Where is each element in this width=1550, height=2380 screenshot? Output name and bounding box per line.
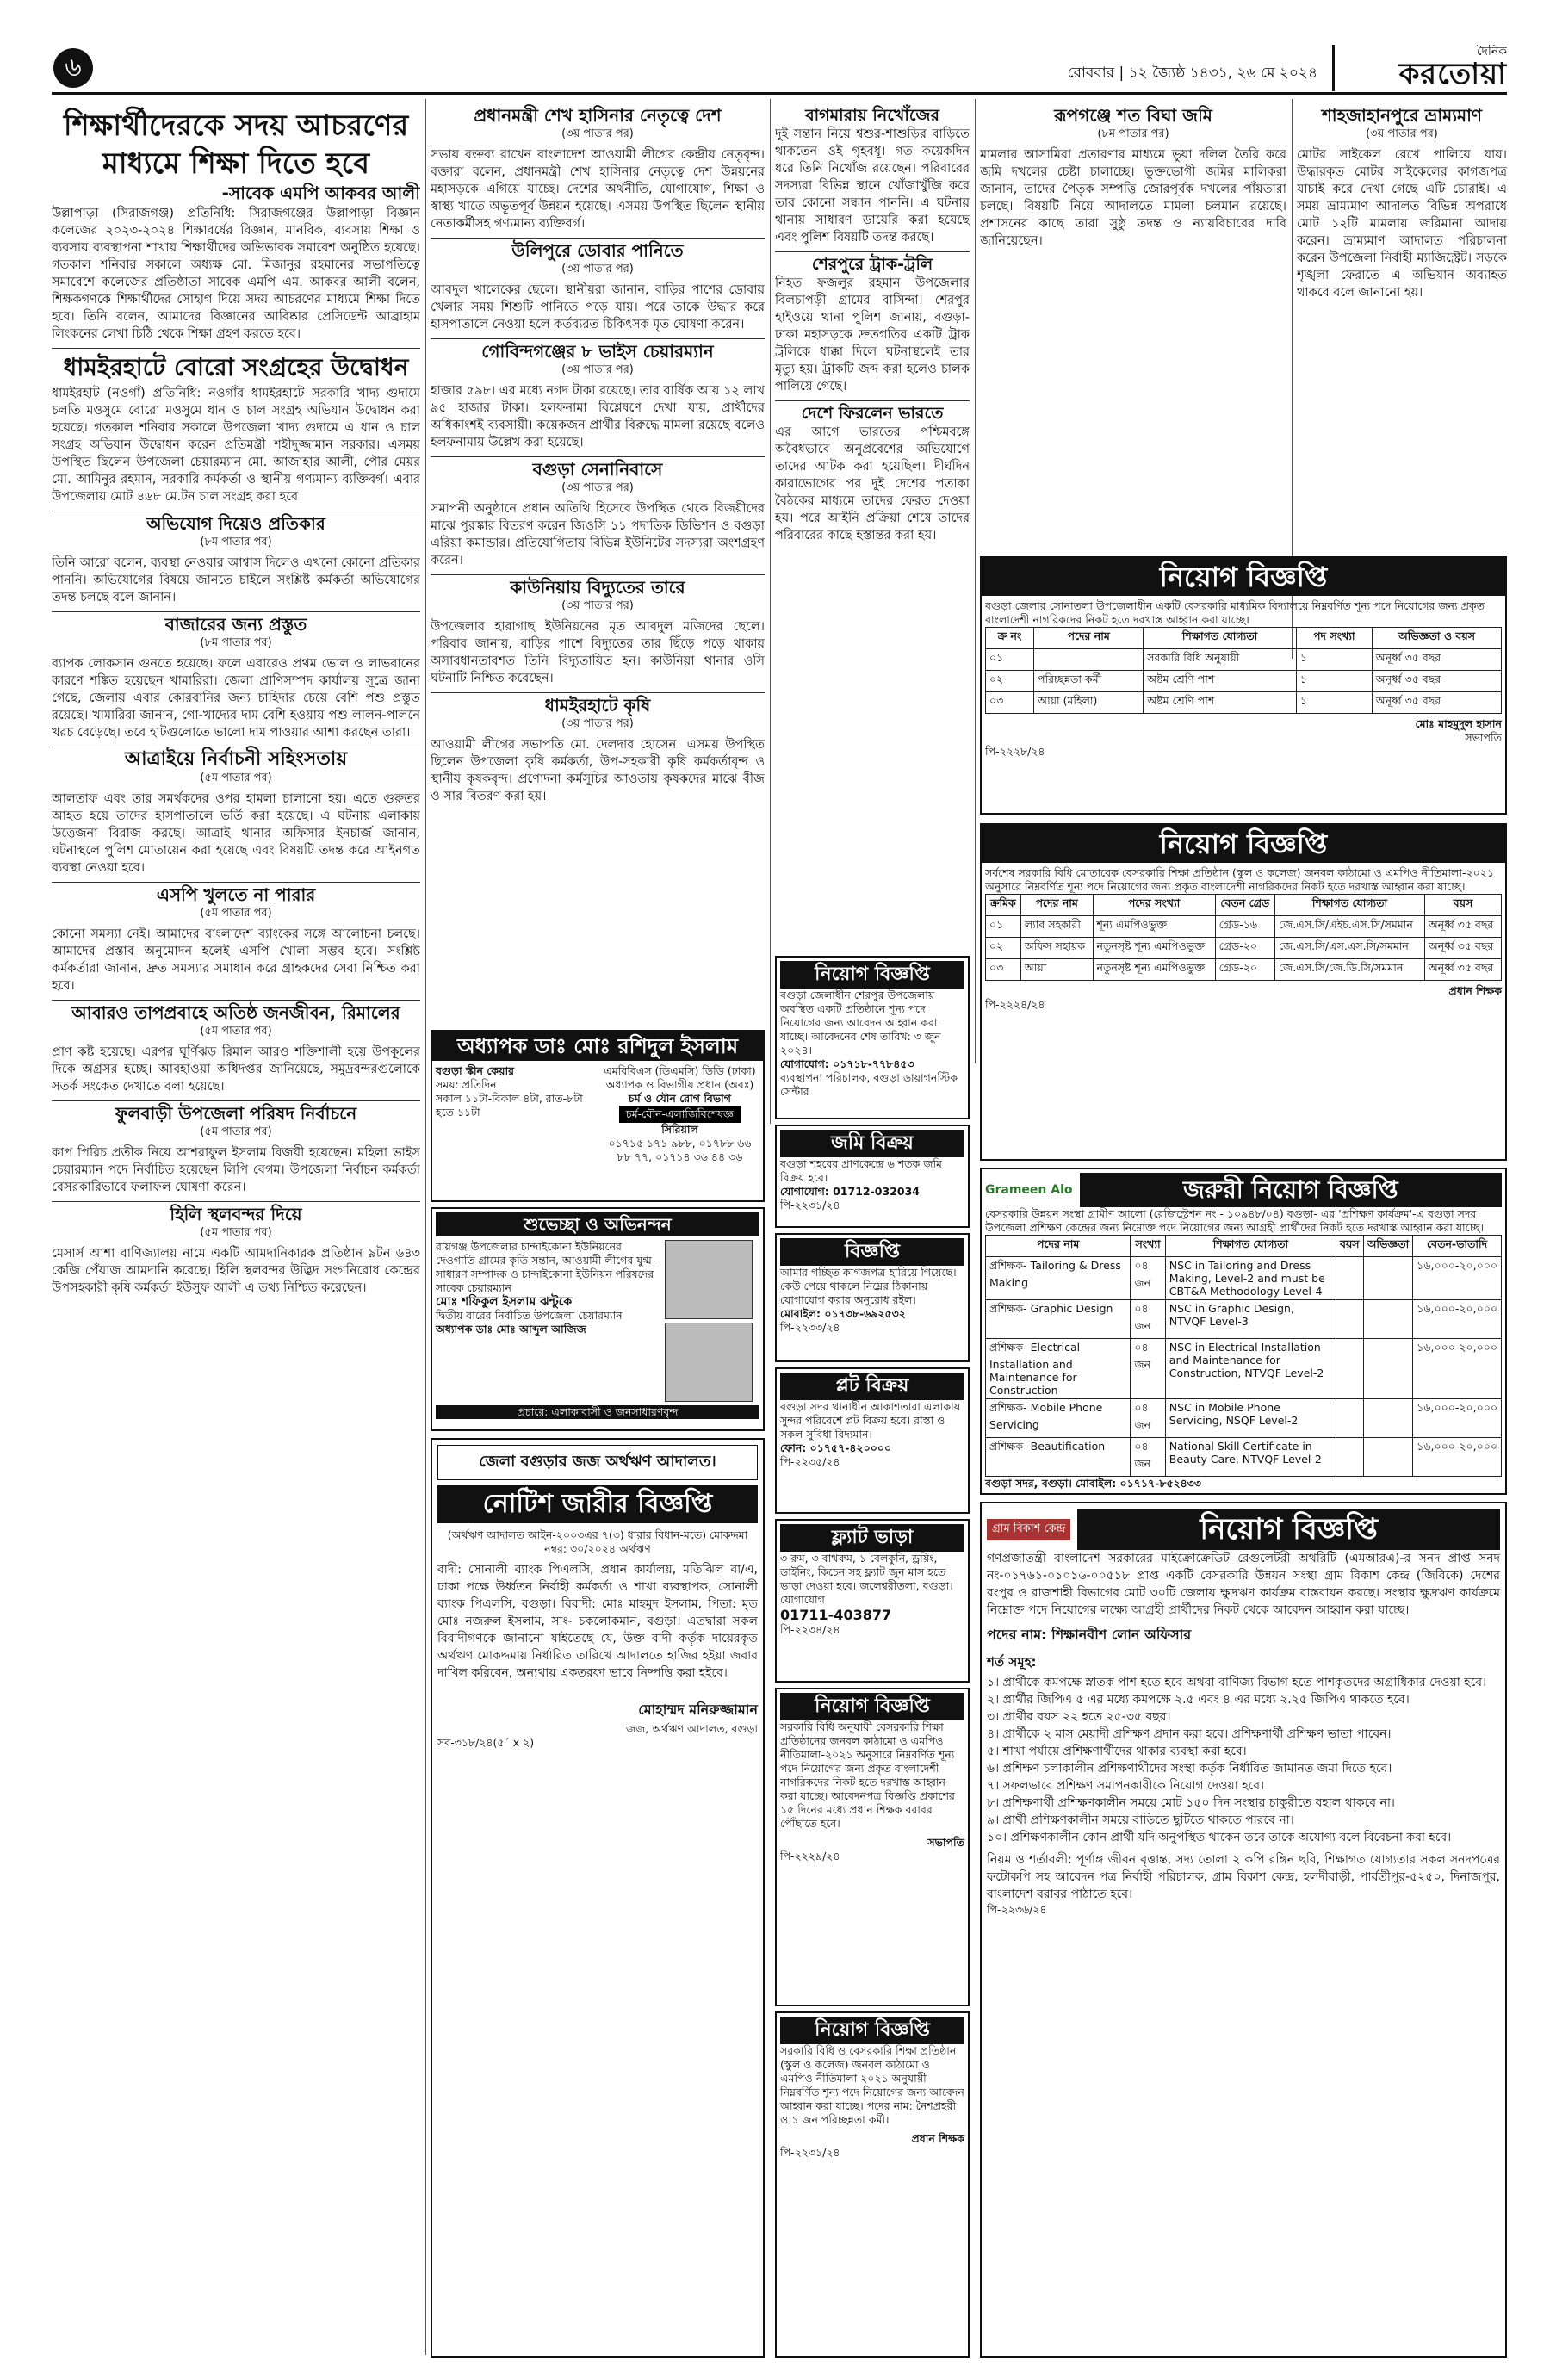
ad-title: বিজ্ঞপ্তি: [780, 1238, 964, 1266]
table-cell: NSC in Graphic Design, NTVQF Level-3: [1165, 1300, 1336, 1339]
table-row: [986, 1399, 1502, 1438]
ad-body: আমার গচ্ছিত কাগজপত্র হারিয়ে গিয়েছে। কেউ পেয়ে থাকলে নিম্নের ঠিকানায় যোগাযোগ করার অনুরোধ রইল।: [780, 1266, 957, 1306]
classified-ad: [775, 1367, 970, 1514]
ad-signature: প্রধান শিক্ষক: [911, 2132, 964, 2145]
doctor-chamber-block: [436, 1064, 595, 1164]
continuation-note: (৮ম পাতার পর): [200, 536, 272, 549]
ad-body: সরকারি বিধি অনুযায়ী বেসরকারি শিক্ষা প্রতিষ্ঠানের জনবল কাঠামো ও এমপিও নীতিমালা-২০২১ অনুসারে নিম্নবর্ণিত শূন্য পদে নিয়োগের জন্য প্রকৃত বাংলাদেশী নাগরিকদের নিকট হতে দরখাস্ত আহ্বান করা যাচ্ছে। আবেদনপত্র বিজ্ঞপ্তি প্রকাশের ১৫ দিনের মধ্যে প্রধান শিক্ষক বরাবর পৌঁছাতে হবে।: [780, 1720, 955, 1830]
ad-title: জমি বিক্রয়: [780, 1130, 964, 1157]
table-row: [986, 671, 1502, 692]
article-body: দুই সন্তান নিয়ে শ্বশুর-শাশুড়ির বাড়িতে থাকতেন ওই গৃহবধূ। গত কয়েকদিন ধরে তিনি নিখোঁজ রয়েছেন। পরিবারের সদস্যরা বিভিন্ন স্থানে খোঁজাখুঁজি করে তার কোনো সন্ধান পাননি। এ ঘটনায় থানায় সাধারণ ডায়েরি করা হয়েছে এবং পুলিশ বিষয়টি তদন্ত করছে।: [775, 127, 970, 245]
table-cell: ০৪ জন: [1131, 1438, 1165, 1477]
table-cell: জে.এস.সি/এইচ.এস.সি/সমমান: [1275, 916, 1425, 938]
condition-item: ৫। শাখা পর্যায়ে প্রশিক্ষণার্থীদের থাকার ব্যবস্থা করা হবে।: [987, 1745, 1247, 1758]
table-cell: ১: [1296, 649, 1372, 671]
ad-ref: পি-২২২৯/২৪: [780, 1850, 840, 1862]
ad-title: প্লট বিক্রয়: [780, 1373, 964, 1400]
headline: ফুলবাড়ী উপজেলা পরিষদ নির্বাচনে: [52, 1100, 420, 1122]
condition-item: ২। প্রার্থীর জিপিএ ৫ এর মধ্যে কমপক্ষে ২.৫ এবং ৪ এর মধ্যে ২.২৫ জিপিএ থাকতে হবে।: [987, 1693, 1410, 1707]
article-body: ধামইরহাট (নওগাঁ) প্রতিনিধি: নওগাঁর ধামইরহাটে সরকারি খাদ্য গুদামে চলতি মওসুমে বোরো মওসুমে ধান ও চাল সংগ্রহ অভিযান উদ্বোধন করা হয়েছে। গতকাল শনিবার সকালে উপজেলা খাদ্য গুদামে এ ধান ও চাল সংগ্রহ অভিযান উদ্বোধন করেন প্রতিমন্ত্রী শহীদুজ্জামান সরকার। এসময় উপস্থিত ছিলেন উপজেলা চেয়ারম্যান মো. আজাহার আলী, পৌর মেয়র মো. আমিনুর রহমান, সরকারি কর্মকর্তা ও স্থানীয় গণ্যমান্য ব্যক্তিবর্গ। এবার উপজেলায় মোট ৪৬৮ মে.টন চাল সংগ্রহ করা হবে।: [52, 387, 420, 504]
article-body: তিনি আরো বলেন, ব্যবস্থা নেওয়ার আশ্বাস দিলেও এখনো কোনো প্রতিকার পাননি। অভিযোগের বিষয়ে জানতে চাইলে সংশ্লিষ্ট কর্মকর্তা অভিযোগের তদন্ত চলছে বলে জানান।: [52, 556, 420, 604]
table-cell: [1363, 1339, 1413, 1399]
table-cell: ল্যাব সহকারী: [1020, 916, 1093, 938]
table-cell: অনূর্ধ্ব ৩৫ বছর: [1372, 671, 1501, 692]
continuation-note: (৫ম পাতার পর): [200, 1226, 272, 1239]
ad-contact: মোবাইল: ০১৭৩৮-৬৯২৫৩২: [780, 1307, 906, 1320]
table-header: পদ সংখ্যা: [1296, 628, 1372, 649]
table-row: [986, 938, 1502, 959]
ad-title: নিয়োগ বিজ্ঞপ্তি: [780, 1693, 964, 1720]
ad-signature-role: সভাপতি: [1465, 731, 1502, 744]
table-cell: গ্রেড-২০: [1215, 959, 1274, 981]
table-header: বেতন-ভাতাদি: [1413, 1236, 1502, 1257]
condition-item: ৮। প্রশিক্ষণার্থী প্রশিক্ষণকালীন সময়ে মোট ১৫০ দিন সংস্থার চাকুরীতে বহাল থাকবে না।: [987, 1796, 1395, 1810]
table-cell: ০৪ জন: [1131, 1339, 1165, 1399]
article-body: সভায় বক্তব্য রাখেন বাংলাদেশ আওয়ামী লীগের কেন্দ্রীয় নেতৃবৃন্দ। বক্তারা বলেন, প্রধানমন্ত্রী শেখ হাসিনার নেতৃত্বে দেশ উন্নয়নের মহাসড়কে এগিয়ে যাচ্ছে। দেশের অর্থনীতি, যোগাযোগ, শিক্ষা ও স্বাস্থ্য খাতে অভূতপূর্ব উন্নয়ন হয়েছে। এসময় উপস্থিত ছিলেন স্থানীয় নেতাকর্মীসহ গণ্যমান্য ব্যক্তিবর্গ।: [431, 148, 765, 231]
table-cell: ০৪ জন: [1131, 1300, 1165, 1339]
table-cell: প্রশিক্ষক- Graphic Design: [986, 1300, 1131, 1339]
table-header: বয়স: [1336, 1236, 1363, 1257]
continuation-note: (৫ম পাতার পর): [200, 772, 272, 784]
table-row: [986, 649, 1502, 671]
doctor-specialty: চর্ম ও যৌন রোগ বিভাগ: [628, 1092, 732, 1105]
headline: শেরপুরে ট্রাক-ট্রলি: [775, 251, 970, 273]
chamber-name: বগুড়া স্কীন কেয়ার: [436, 1064, 515, 1077]
ad-signature: মোঃ মাহমুদুল হাসান: [1415, 717, 1502, 730]
continuation-note: (৩য় পাতার পর): [561, 599, 634, 612]
ad-contact: 01711-403877: [780, 1607, 892, 1623]
condition-item: ৭। সফলভাবে প্রশিক্ষণ সমাপনকারীকে নিয়োগ দেওয়া হবে।: [987, 1779, 1264, 1793]
lead-byline: -সাবেক এমপি আকবর আলী: [221, 183, 420, 203]
table-row: [986, 1438, 1502, 1477]
table-cell: আয়া (মহিলা): [1034, 692, 1144, 714]
table-cell: [1336, 1399, 1363, 1438]
ad-intro: গণপ্রজাতন্ত্রী বাংলাদেশ সরকারের মাইক্রোক্রেডিট রেগুলেটরী অথরিটি (এমআরএ)-র সনদ প্রাপ্ত সনদ নং-০১৭৬১-০১০১৬-০০৫১৮ প্রাপ্ত একটি বেসরকারি উন্নয়ন সংস্থা গ্রাম বিকাশ কেন্দ্র (জিবিকে) দেশের রংপুর ও রাজশাহী বিভাগের মোট ৩০টি জেলায় ক্ষুদ্রঋণ কার্যক্রম বাস্তবায়ন করছে। সংস্থার ক্ষুদ্রঋণ কার্যক্রমে নিম্নোক্ত পদে নিয়োগের লক্ষ্যে আগ্রহী প্রার্থীদের নিকট থেকে আবেদন আহ্বান করা যাচ্ছে।: [987, 1552, 1500, 1617]
doctor-degrees: এমবিবিএস (ডিএমসি) ডিডি (ঢাকা): [604, 1064, 756, 1077]
headline: বাগমারায় নিখোঁজের: [805, 106, 939, 125]
condition-item: ১০। প্রশিক্ষণকালীন কোন প্রার্থী যদি অনুপস্থিত থাকেন তবে তাকে অযোগ্য বলে বিবেচনা করা হবে।: [987, 1831, 1452, 1844]
table-cell: ১৬,০০০-২০,০০০: [1413, 1339, 1502, 1399]
org-logo: গ্রাম বিকাশ কেন্দ্র: [987, 1519, 1070, 1540]
article-body: এর আগে ভারতের পশ্চিমবঙ্গে অবৈধভাবে অনুপ্রবেশের অভিযোগে তাদের আটক করা হয়েছিল। দীর্ঘদিন কারাভোগের পর দুই দেশের পতাকা বৈঠকের মাধ্যমে তাদের ফেরত দেওয়া হয়। পরে আইনি প্রক্রিয়া শেষে তাদের পরিবারের কাছে হস্তান্তর করা হয়।: [775, 425, 970, 542]
lead-headline: শিক্ষার্থীদেরকে সদয় আচরণের মাধ্যমে শিক্ষা দিতে হবে: [63, 108, 409, 181]
doctor-name: অধ্যাপক ডাঃ মোঃ রশিদুল ইসলাম: [432, 1032, 763, 1061]
table-header: শিক্ষাগত যোগ্যতা: [1165, 1236, 1336, 1257]
serial-label: সিরিয়াল: [661, 1123, 698, 1136]
lead-body: উল্লাপাড়া (সিরাজগঞ্জ) প্রতিনিধি: সিরাজগঞ্জের উল্লাপাড়া বিজ্ঞান কলেজের ২০২৩-২০২৪ শিক্ষাবর্ষের বিজ্ঞান, মানবিক, ব্যবসায় শিক্ষা ও ব্যবসায় ব্যবস্থাপনা শাখায় শিক্ষার্থীদের অভিভাবক সমাবেশ অনুষ্ঠিত হয়েছে। গতকাল শনিবার সকালে অধ্যক্ষ মো. মিজানুর রহমানের সভাপতিত্বে সমাবেশে কলেজের প্রতিষ্ঠাতা সাবেক এমপি এম. আকবর আলী বলেন, শিক্ষকগণকে শিক্ষার্থীদের সোহাগ দিয়ে সদয় আচরণের মাধ্যমে শিক্ষা দিতে হবে। তিনি বলেন, আমাদের বিজ্ঞানের আবিষ্কার প্রেসিডেন্ট আব্রাহাম লিংকনের লেখা চিঠি থেকে শিক্ষা গ্রহণ করতে হবে।: [52, 207, 420, 341]
ad-conditions-title: শর্ত সমূহ:: [987, 1654, 1037, 1670]
table-cell: ১: [1296, 692, 1372, 714]
table-cell: আয়া: [1020, 959, 1093, 981]
greeting-from: অধ্যাপক ডাঃ মোঃ আব্দুল আজিজ: [436, 1323, 586, 1336]
column-1: [52, 102, 420, 2358]
table-cell: ০৩: [986, 959, 1021, 981]
job-ad: [980, 556, 1507, 815]
table-cell: ০২: [986, 671, 1034, 692]
table-cell: [1336, 1300, 1363, 1339]
table-cell: অফিস সহায়ক: [1020, 938, 1093, 959]
ad-footer: নিয়ম ও শর্তাবলী: পূর্ণাঙ্গ জীবন বৃত্তান্ত, সদ্য তোলা ২ কপি রঙ্গিন ছবি, শিক্ষাগত যোগ্যতার সকল সনদপত্রের ফটোকপি সহ আবেদন পত্র নির্বাহী পরিচালক, গ্রাম বিকাশ কেন্দ্র, হলদীবাড়ী, পার্বতীপুর-৫২৫০, দিনাজপুর, বাংলাদেশ বরাবর পাঠাতে হবে।: [987, 1853, 1500, 1901]
table-header: পদের নাম: [1020, 895, 1093, 916]
notice-title: নোটিশ জারীর বিজ্ঞপ্তি: [437, 1485, 758, 1523]
ad-footer: ব্যবস্থাপনা পরিচালক, বগুড়া ডায়াগনস্টিক সেন্টার: [780, 1071, 958, 1098]
headline: শাহজাহানপুরে ভ্রাম্যমাণ: [1321, 105, 1483, 126]
table-header: শিক্ষাগত যোগ্যতা: [1275, 895, 1425, 916]
judge-role: জজ, অর্থঋণ আদালত, বগুড়া: [625, 1722, 758, 1735]
ad-footer: বগুড়া সদর, বগুড়া। মোবাইল: ০১৭১৭-৮৫২৪৩৩: [985, 1477, 1202, 1490]
table-row: [986, 1339, 1502, 1399]
ad-title: ফ্ল্যাট ভাড়া: [780, 1524, 964, 1552]
ad-ref: পি-২২৩১/২৪: [780, 1199, 840, 1212]
table-cell: প্রশিক্ষক- Mobile Phone Servicing: [986, 1399, 1131, 1438]
table-cell: ০৩: [986, 692, 1034, 714]
article-body: মেসার্স আশা বাণিজ্যালয় নামে একটি আমদানিকারক প্রতিষ্ঠান ৯টন ৬৪৩ কেজি পেঁয়াজ আমদানি করেছে। হিলি স্থলবন্দর উদ্ভিদ সংগনিরোধ কেন্দ্রের উপসহকারী কৃষি কর্মকর্তা ইউসুফ আলী এ তথ্য নিশ্চিত করেছেন।: [52, 1247, 420, 1295]
table-row: [986, 1300, 1502, 1339]
ad-ref: পি-২২৩৫/২৪: [780, 1455, 840, 1468]
table-row: [986, 1257, 1502, 1300]
headline: ধামইরহাটে কৃষি: [431, 692, 765, 714]
headline: এসপি খুলতে না পারার: [52, 882, 420, 903]
continuation-note: (৫ম পাতার পর): [200, 1125, 272, 1138]
table-cell: ১৬,০০০-২০,০০০: [1413, 1257, 1502, 1300]
headline: গোবিন্দগঞ্জের ৮ ভাইস চেয়ারম্যান: [431, 338, 765, 360]
table-cell: ১৬,০০০-২০,০০০: [1413, 1300, 1502, 1339]
column-rule: [770, 99, 771, 1124]
table-cell: [1034, 649, 1144, 671]
ad-intro: সর্বশেষ সরকারি বিধি মোতাবেক বেসরকারি শিক্ষা প্রতিষ্ঠান (স্কুল ও কলেজ) জনবল কাঠামো ও এমপিও নীতিমালা-২০২১ অনুসারে নিম্নবর্ণিত শূন্য পদে নিয়োগের জন্য প্রকৃত বাংলাদেশী নাগরিকদের নিকট হতে দরখাস্ত আহ্বান করা যাচ্ছে।: [985, 866, 1494, 893]
notice-case: (অর্থঋণ আদালত আইন-২০০৩এর ৭(৩) ধারার বিধান-মতে) মোকদ্দমা নম্বর: ৩০/২০২৪ অর্থঋণ: [447, 1528, 748, 1555]
ad-contact: যোগাযোগ: ০১৭১৮-৭৭৮৪৫৩: [780, 1057, 914, 1070]
newspaper-logo: [1332, 45, 1507, 91]
table-cell: নতুনসৃষ্ট শূন্য এমপিওভুক্ত: [1093, 938, 1215, 959]
table-header: পদের নাম: [986, 1236, 1131, 1257]
headline: বগুড়া সেনানিবাসে: [431, 456, 765, 478]
continuation-note: (৩য় পাতার পর): [561, 481, 634, 494]
headline: হিলি স্থলবন্দর দিয়ে: [52, 1201, 420, 1223]
job-ad: [980, 1168, 1507, 1495]
table-cell: [1336, 1257, 1363, 1300]
masthead: [52, 45, 1507, 95]
table-cell: অনূর্ধ্ব ৩৫ বছর: [1372, 649, 1501, 671]
table-cell: প্রশিক্ষক- Beautification: [986, 1438, 1131, 1477]
greeting-name: মোঃ শফিকুল ইসলাম ঝন্টুকে: [436, 1295, 573, 1309]
article-body: সমাপনী অনুষ্ঠানে প্রধান অতিথি হিসেবে উপস্থিত থেকে বিজয়ীদের মাঝে পুরস্কার বিতরণ করেন জিওসি ১১ পদাতিক ডিভিশন ও বগুড়া এরিয়া কমান্ডার। প্রতিযোগিতায় বিভিন্ন ইউনিটের সদস্যরা অংশগ্রহণ করেন।: [431, 502, 765, 567]
table-header: সংখ্যা: [1131, 1236, 1165, 1257]
table-header: বয়স: [1424, 895, 1501, 916]
ad-body: বগুড়া সদর থানাধীন আকাশতারা এলাকায় সুন্দর পরিবেশে প্লট বিক্রয় হবে। রাস্তা ও সকল সুবিধা বিদ্যমান।: [780, 1400, 961, 1441]
table-row: [986, 692, 1502, 714]
classified-ad: [775, 956, 970, 1119]
ad-table: [985, 1235, 1502, 1477]
column-2: [431, 102, 765, 1126]
doctor-designation: অধ্যাপক ও বিভাগীয় প্রধান (অবঃ): [605, 1078, 754, 1091]
ad-signature: প্রধান শিক্ষক: [1448, 984, 1502, 997]
ad-title: জরুরী নিয়োগ বিজ্ঞপ্তি: [1080, 1173, 1502, 1207]
job-ad: [980, 1502, 1507, 2358]
ad-conditions: [987, 1674, 1500, 1846]
ad-body: সরকারি বিধি ও বেসরকারি শিক্ষা প্রতিষ্ঠান (স্কুল ও কলেজ) জনবল কাঠামো ও এমপিও নীতিমালা ২০২১ অনুযায়ী নিম্নবর্ণিত শূন্য পদে নিয়োগের জন্য আবেদন আহ্বান করা যাচ্ছে। পদের নাম: নৈশপ্রহরী ও ১ জন পরিচ্ছন্নতা কর্মী।: [780, 2044, 964, 2126]
ad-title: নিয়োগ বিজ্ঞপ্তি: [982, 825, 1505, 863]
table-header: ক্রমিক: [986, 895, 1021, 916]
table-cell: জে.এস.সি/জে.ডি.সি/সমমান: [1275, 959, 1425, 981]
table-cell: [1363, 1257, 1413, 1300]
time-label: সময়: প্রতিদিন: [436, 1078, 497, 1091]
ad-intro: বেসরকারি উন্নয়ন সংস্থা গ্রামীণ আলো (রেজিস্ট্রেশন নং - ১০৯৪৮/০৪) বগুড়া- এর 'প্রশিক্ষণ কার্যক্রম'-এ বগুড়া সদর উপজেলা প্রশিক্ষণ কেন্দ্রের জন্য নিম্নোক্ত পদে নিয়োগের জন্য আগ্রহী প্রার্থীদের নিকট হতে দরখাস্ত আহ্বান করা যাচ্ছে।: [985, 1207, 1485, 1234]
table-cell: NSC in Mobile Phone Servicing, NSQF Level-2: [1165, 1399, 1336, 1438]
table-cell: প্রশিক্ষক- Tailoring & Dress Making: [986, 1257, 1131, 1300]
classified-ad: [775, 1688, 970, 2006]
table-header: পদের সংখ্যা: [1093, 895, 1215, 916]
table-cell: ০১: [986, 916, 1021, 938]
brand-name: করতোয়া: [1398, 57, 1507, 91]
table-cell: NSC in Tailoring and Dress Making, Level-2 and must be CBT&A Methodology Level-4: [1165, 1257, 1336, 1300]
court-name: জেলা বগুড়ার জজ অর্থঋণ আদালত।: [437, 1445, 758, 1480]
doctor-ad: [431, 1030, 765, 1202]
classified-ad: [775, 1233, 970, 1362]
headline: কাউনিয়ায় বিদ্যুতের তারে: [431, 574, 765, 596]
article-body: উপজেলার হারাগাছ ইউনিয়নের মৃত আবদুল মজিদের ছেলে। পরিবার জানায়, বাড়ির পাশে বিদ্যুতের তার ছিঁড়ে পড়ে থাকায় অসাবধানতাবশত তিনি বিদ্যুতায়িত হন। কাউনিয়া থানার ওসি ঘটনাটি নিশ্চিত করেছেন।: [431, 620, 765, 685]
continuation-note: (৩য় পাতার পর): [561, 127, 634, 140]
ad-contact-label: যোগাযোগ: [780, 1593, 825, 1606]
classified-ad: [775, 1519, 970, 1683]
table-cell: ০১: [986, 649, 1034, 671]
continuation-note: (৩য় পাতার পর): [561, 263, 634, 276]
headline: প্রধানমন্ত্রী শেখ হাসিনার নেতৃত্বে দেশ: [474, 105, 722, 126]
ad-contact: যোগাযোগ: 01712-032034: [780, 1185, 920, 1198]
table-cell: জে.এস.সি/এস.এস.সি/সমমান: [1275, 938, 1425, 959]
continuation-note: (৮ম পাতার পর): [1097, 127, 1169, 140]
ad-ref: পি-২২২৪/২৪: [985, 998, 1045, 1011]
ad-ref: পি-২২৩৩/২৪: [780, 1321, 840, 1334]
ad-post: পদের নাম: শিক্ষানবীশ লোন অফিসার: [987, 1627, 1192, 1643]
specialist-badge: চর্ম-যৌন-এলার্জিবিশেষজ্ঞ: [619, 1106, 741, 1123]
table-cell: গ্রেড-১৬: [1215, 916, 1274, 938]
table-cell: ০২: [986, 938, 1021, 959]
ad-intro: বগুড়া জেলার সোনাতলা উপজেলাধীন একটি বেসরকারি মাধ্যমিক বিদ্যালয়ে নিম্নবর্ণিত শূন্য পদে নিয়োগের জন্য প্রকৃত বাংলাদেশী নাগরিকদের নিকট হতে দরখাস্ত আহ্বান করা যাচ্ছে।: [985, 599, 1485, 626]
continuation-note: (৩য় পাতার পর): [561, 717, 634, 730]
greeting-post: দ্বিতীয় বারের নির্বাচিত উপজেলা চেয়ারম্যান: [436, 1309, 623, 1322]
table-header: পদের নাম: [1034, 628, 1144, 649]
continuation-note: (৫ম পাতার পর): [200, 907, 272, 920]
classified-ad: [775, 1125, 970, 1228]
table-cell: অষ্টম শ্রেণি পাশ: [1144, 671, 1297, 692]
headline: উলিপুরে ডোবার পানিতে: [431, 238, 765, 259]
article-body: মামলার আসামিরা প্রতারণার মাধ্যমে ভুয়া দলিল তৈরি করে জমি দখলের চেষ্টা চালাচ্ছে। ভুক্তভোগী জমির মালিকরা জানান, তাদের পৈতৃক সম্পত্তি জোরপূর্বক দখলের পাঁয়তারা চলছে। বিষয়টি নিয়ে আদালতে মামলা চলমান রয়েছে। প্রশাসনের কাছে তারা সুষ্ঠু তদন্ত ও ন্যায়বিচারের দাবি জানিয়েছেন।: [980, 148, 1286, 248]
notice-ref: সব-৩১৮/২৪(৫´ x ২): [437, 1736, 535, 1749]
article-body: ব্যাপক লোকসান গুনতে হয়েছে। ফলে এবারেও প্রথম ভোল ও লাভবানের কারণে শঙ্কিত হয়েছেন খামারিরা। জেলা প্রাণিসম্পদ কার্যালয় সূত্রে জানা গেছে, জেলায় এবার কোরবানির জন্য চাহিদার চেয়ে বেশি পশু প্রস্তুত রয়েছে। খামারিরা জানান, গো-খাদ্যের দাম বেশি হওয়ায় পশু লালন-পালনে খরচ বেড়েছে। তবে হাটগুলোতে ভালো দাম পাওয়ার আশা করছেন তারা।: [52, 657, 420, 740]
table-cell: ১: [1296, 671, 1372, 692]
greeting-text: [436, 1240, 660, 1402]
ad-ref: পি-২২৩৬/২৪: [987, 1903, 1047, 1916]
article-body: হাজার ৫৯৮। এর মধ্যে নগদ টাকা রয়েছে। তার বার্ষিক আয় ১২ লাখ ৯৫ হাজার টাকা। হলফনামা বিশ্লেষণে দেখা যায়, প্রার্থীদের অধিকাংশই ব্যবসায়ী। কয়েকজন প্রার্থীর বিরুদ্ধে মামলা রয়েছে বলেও হলফনামায় উল্লেখ করা হয়েছে।: [431, 384, 765, 449]
condition-item: ১। প্রার্থীকে কমপক্ষে স্নাতক পাশ হতে হবে অথবা বাণিজ্য বিভাগ হতে পাশকৃতদের অগ্রাধিকার দেওয়া হবে।: [987, 1676, 1486, 1689]
ad-contact: ফোন: ০১৭৫৭-৪২০০০০: [780, 1441, 892, 1454]
table-header: শিক্ষাগত যোগ্যতা: [1144, 628, 1297, 649]
ad-body: বগুড়া জেলাধীন শেরপুর উপজেলায় অবস্থিত একটি প্রতিষ্ঠানে শূন্য পদে নিয়োগের জন্য আবেদন আহ্বান করা যাচ্ছে। আবেদনের শেষ তারিখ: ৩ জুন ২০২৪।: [780, 989, 941, 1057]
headline: ধামইরহাটে বোরো সংগ্রহের উদ্বোধন: [52, 348, 420, 383]
article-body: কোনো সমস্যা নেই। আমাদের বাংলাদেশ ব্যাংকের সঙ্গে আলোচনা চলছে। আমাদের প্রস্তাব অনুমোদন হলেই এসপি খোলা সম্ভব হবে। সংশ্লিষ্ট কর্মকর্তারা জানান, দ্রুত সমস্যার সমাধান করে গ্রাহকদের সেবা নিশ্চিত করা হবে।: [52, 927, 420, 993]
column-rule: [425, 99, 426, 2355]
table-cell: National Skill Certificate in Beauty Care, NTVQF Level-2: [1165, 1438, 1336, 1477]
job-ad: [980, 823, 1507, 1161]
ad-title: নিয়োগ বিজ্ঞপ্তি: [780, 2017, 964, 2044]
table-cell: [1363, 1438, 1413, 1477]
ad-ref: পি-২২৩৪/২৪: [780, 1623, 840, 1636]
doctor-info-block: [600, 1064, 760, 1164]
judge-name: মোহাম্মদ মনিরুজ্জামান: [638, 1701, 758, 1718]
headline: অভিযোগ দিয়েও প্রতিকার: [52, 511, 420, 532]
headline: দেশে ফিরলেন ভারতে: [775, 400, 970, 422]
article-body: নিহত ফজলুর রহমান উপজেলার বিলচাপড়ী গ্রামের বাসিন্দা। শেরপুর হাইওয়ে থানা পুলিশ জানায়, বগুড়া-ঢাকা মহাসড়কে দ্রুতগতির একটি ট্রাক ট্রলিকে ধাক্কা দিলে ঘটনাস্থলেই তার মৃত্যু হয়। ট্রাকটি জব্দ করা হলেও চালক পালিয়ে গেছে।: [775, 276, 970, 394]
ad-body: ৩ রুম, ৩ বাথরুম, ১ বেলকুনি, ড্রয়িং, ডাইনিং, কিচেন সহ ফ্ল্যাট জুন মাস হতে ভাড়া দেওয়া হবে। জলেশ্বরীতলা, বগুড়া।: [780, 1552, 953, 1592]
table-cell: [1336, 1438, 1363, 1477]
table-cell: ০৪ জন: [1131, 1257, 1165, 1300]
portrait-image: [665, 1240, 753, 1319]
article-body: আলতাফ এবং তার সমর্থকদের ওপর হামলা চালানো হয়। এতে গুরুতর আহত হয়ে তাদের হাসপাতালে ভর্তি করা হয়েছে। এ ঘটনায় এলাকায় উত্তেজনা বিরাজ করছে। আত্রাই থানার অফিসার ইনচার্জ জানান, ঘটনাস্থলে পুলিশ মোতায়েন করা হয়েছে এবং বিষয়টি তদন্ত করে আইনগত ব্যবস্থা নেওয়া হবে।: [52, 792, 420, 875]
table-cell: ১৬,০০০-২০,০০০: [1413, 1438, 1502, 1477]
headline: বাজারের জন্য প্রস্তুত: [52, 611, 420, 633]
table-cell: [1363, 1300, 1413, 1339]
table-cell: অনূর্ধ্ব ৩৫ বছর: [1372, 692, 1501, 714]
ad-table: [985, 627, 1502, 714]
table-row: [986, 959, 1502, 981]
table-header: অভিজ্ঞতা: [1363, 1236, 1413, 1257]
column-rule: [975, 99, 976, 1063]
column-4: [980, 102, 1286, 549]
ad-body: বগুড়া শহরের প্রাণকেন্দ্রে ৬ শতক জমি বিক্রয় হবে।: [780, 1157, 942, 1184]
greeting-title: শুভেচ্ছা ও অভিনন্দন: [436, 1212, 760, 1236]
table-cell: প্রশিক্ষক- Electrical Installation and Maintenance for Construction: [986, 1339, 1131, 1399]
continuation-note: (৩য় পাতার পর): [561, 363, 634, 376]
table-cell: NSC in Electrical Installation and Maintenance for Construction, NTVQF Level-2: [1165, 1339, 1336, 1399]
table-cell: ১৬,০০০-২০,০০০: [1413, 1399, 1502, 1438]
table-cell: অনূর্ধ্ব ৩৫ বছর: [1424, 959, 1501, 981]
issue-date: রোববার | ১২ জ্যৈষ্ঠ ১৪৩১, ২৬ মে ২০২৪: [1067, 65, 1318, 82]
condition-item: ৯। প্রার্থী প্রশিক্ষণকালীন সময়ে বাড়িতে ছুটিতে থাকতে পারবে না।: [987, 1813, 1294, 1827]
condition-item: ৩। প্রার্থীর বয়স ২২ হতে ২৫-৩৫ বছর।: [987, 1710, 1171, 1724]
condition-item: ৬। প্রশিক্ষণ চলাকালীন প্রশিক্ষণার্থীদের সংস্থা কর্তৃক নির্ধারিত জামানত জমা দিতে হবে।: [987, 1762, 1392, 1776]
time-value: সকাল ১১টা-বিকাল ৪টা, রাত-৮টা হতে ১১টা: [436, 1092, 583, 1119]
table-cell: ০৪ জন: [1131, 1399, 1165, 1438]
table-cell: শূন্য এমপিওভুক্ত: [1093, 916, 1215, 938]
classified-ad: [775, 2011, 970, 2358]
headline: আত্রাইয়ে নির্বাচনী সহিংসতায়: [52, 747, 420, 768]
org-logo: Grameen Alo: [985, 1183, 1073, 1197]
table-row: [986, 916, 1502, 938]
table-cell: নতুনসৃষ্ট শূন্য এমপিওভুক্ত: [1093, 959, 1215, 981]
continuation-note: (৮ম পাতার পর): [200, 636, 272, 649]
article-body: প্রাণ কষ্ট হয়েছে। এরপর ঘূর্ণিঝড় রিমাল আরও শক্তিশালী হয়ে উপকূলের দিকে অগ্রসর হচ্ছে। আবহাওয়া অধিদপ্তর জানিয়েছে, সমুদ্রবন্দরগুলোকে সতর্ক সংকেত দেখাতে বলা হয়েছে।: [52, 1045, 420, 1094]
ad-ref: পি-২২৩১/২৪: [780, 2146, 840, 2159]
brand-small: দৈনিক: [1476, 45, 1507, 59]
table-header: ক্র নং: [986, 628, 1034, 649]
court-notice: [431, 1438, 765, 2358]
portrait-image: [665, 1323, 753, 1402]
ad-table: [985, 894, 1502, 981]
table-cell: পরিচ্ছন্নতা কর্মী: [1034, 671, 1144, 692]
ad-title: নিয়োগ বিজ্ঞপ্তি: [780, 961, 964, 989]
article-body: কাপ পিরিচ প্রতীক নিয়ে আশরাফুল ইসলাম বিজয়ী হয়েছেন। মহিলা ভাইস চেয়ারম্যান পদে নির্বাচিত হয়েছেন লিপি বেগম। উপজেলা নির্বাচন কর্মকর্তা বেসরকারিভাবে ফলাফল ঘোষণা করেন।: [52, 1146, 420, 1194]
serial-phones: ০১৭১৫ ১৭১ ৯৮৮, ০১৭৮৮ ৬৬ ৮৮ ৭৭, ০১৭১৪ ৩৬ ৪৪ ৩৬: [608, 1137, 752, 1163]
ad-title: নিয়োগ বিজ্ঞপ্তি: [982, 558, 1505, 596]
headline: রূপগঞ্জে শত বিঘা জমি: [1054, 105, 1212, 126]
table-cell: অষ্টম শ্রেণি পাশ: [1144, 692, 1297, 714]
ad-signature: সভাপতি: [927, 1836, 964, 1849]
continuation-note: (৫ম পাতার পর): [200, 1025, 272, 1038]
headline: আবারও তাপপ্রবাহে অতিষ্ঠ জনজীবন, রিমালের: [52, 1000, 420, 1021]
ad-ref: পি-২২২৮/২৪: [985, 745, 1045, 758]
table-header: অভিজ্ঞতা ও বয়স: [1372, 628, 1501, 649]
greeting-ad: [431, 1207, 765, 1431]
portrait-photos: [665, 1240, 760, 1402]
table-cell: গ্রেড-২০: [1215, 938, 1274, 959]
table-cell: সরকারি বিধি অনুযায়ী: [1144, 649, 1297, 671]
article-body: আওয়ামী লীগের সভাপতি মো. দেলদার হোসেন। এসময় উপস্থিত ছিলেন উপজেলা কৃষি কর্মকর্তা, উপ-সহকারী কৃষি কর্মকর্তাবৃন্দ ও স্থানীয় কৃষকবৃন্দ। প্রণোদনা কর্মসূচির আওতায় কৃষকদের মাঝে বীজ ও সার বিতরণ করা হয়।: [431, 738, 765, 803]
greeting-body: রায়গঞ্জ উপজেলার চান্দাইকোনা ইউনিয়নের দেওগাতি গ্রামের কৃতি সন্তান, আওয়ামী লীগের যুগ্ম-সাধারণ সম্পাদক ও চান্দাইকোনা ইউনিয়ন পরিষদের সাবেক চেয়ারম্যান: [436, 1240, 656, 1294]
table-cell: [1363, 1399, 1413, 1438]
ad-title: নিয়োগ বিজ্ঞপ্তি: [1077, 1509, 1500, 1550]
article-body: আবদুল খালেকের ছেলে। স্থানীয়রা জানান, বাড়ির পাশের ডোবায় খেলার সময় শিশুটি পানিতে পড়ে যায়। পরে তাকে উদ্ধার করে হাসপাতালে নেওয়া হলে কর্তব্যরত চিকিৎসক মৃত ঘোষণা করেন।: [431, 283, 765, 332]
table-header: বেতন গ্রেড: [1215, 895, 1274, 916]
table-cell: অনূর্ধ্ব ৩৫ বছর: [1424, 938, 1501, 959]
table-cell: অনূর্ধ্ব ৩৫ বছর: [1424, 916, 1501, 938]
continuation-note: (৩য় পাতার পর): [1366, 127, 1438, 140]
page-number: ৬: [53, 48, 93, 88]
column-3: [775, 102, 970, 877]
article-body: মোটর সাইকেল রেখে পালিয়ে যায়। উদ্ধারকৃত মোটর সাইকেলের কাগজপত্র যাচাই করে দেখা গেছে এটি চোরাই। এ সময় ভ্রাম্যমাণ আদালত বিভিন্ন অপরাধে মোট ১২টি মামলায় জরিমানা আদায় করেন। ভ্রাম্যমাণ আদালত পরিচালনা করেন উপজেলা নির্বাহী ম্যাজিস্ট্রেট। সড়কে শৃঙ্খলা ফেরাতে এ অভিযান অব্যাহত থাকবে বলে জানানো হয়।: [1297, 148, 1507, 300]
greeting-footer: প্রচারে: এলাকাবাসী ও জনসাধারণবৃন্দ: [436, 1405, 760, 1419]
column-5: [1297, 102, 1507, 549]
notice-body: বাদী: সোনালী ব্যাংক পিএলসি, প্রধান কার্যালয়, মতিঝিল বা/এ, ঢাকা পক্ষে উর্ধ্বতন নির্বাহী কর্মকর্তা ও শাখা ব্যবস্থাপক, সোনালী ব্যাংক পিএলসি, বগুড়া। বিবাদী: মোঃ মাহমুদ ইসলাম, পিতা: মৃত মোঃ নজরুল ইসলাম, সাং- চকলোকমান, বগুড়া। এতদ্বারা সকল বিবাদীগণকে জানানো যাইতেছে যে, উক্ত বাদী কর্তৃক দায়েরকৃত অর্থঋণ মোকদ্দমায় নির্ধারিত তারিখে আদালতে হাজির হইয়া জবাব দাখিল করিবেন, অন্যথায় একতরফা ভাবে নিষ্পত্তি করা হইবে।: [437, 1563, 758, 1680]
condition-item: ৪। প্রার্থীকে ২ মাস মেয়াদী প্রশিক্ষণ প্রদান করা হবে। প্রশিক্ষণার্থী প্রশিক্ষণ ভাতা পাবেন।: [987, 1727, 1392, 1741]
table-cell: [1336, 1339, 1363, 1399]
